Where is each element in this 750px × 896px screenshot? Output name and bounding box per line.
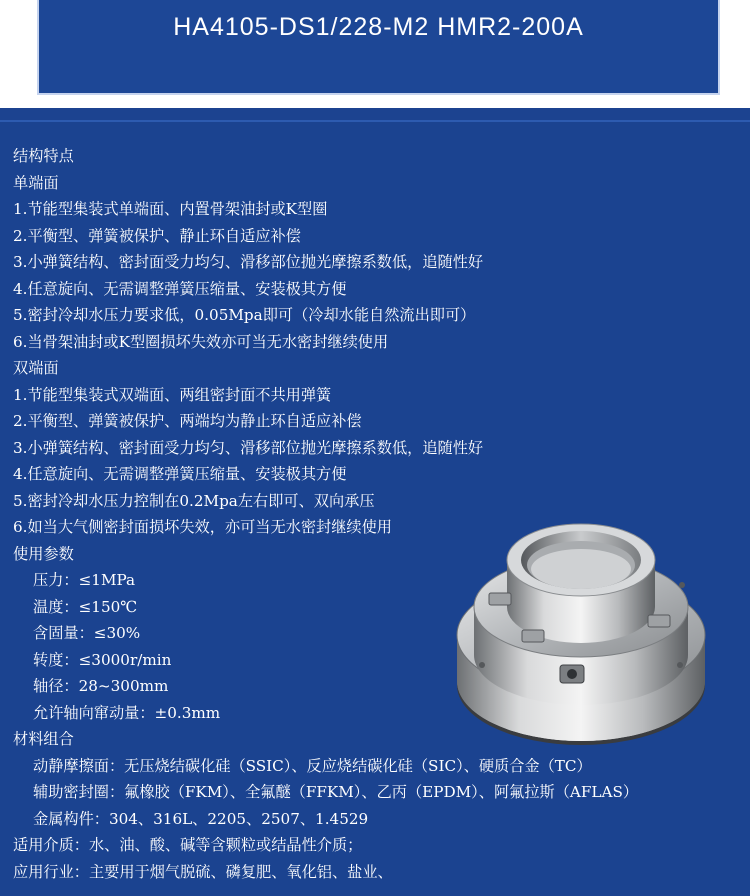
params-item: 允许轴向窜动量：±0.3mm xyxy=(33,703,221,722)
double-face-item: 1.节能型集装式双端面、两组密封面不共用弹簧 xyxy=(13,385,332,404)
materials-heading: 材料组合 xyxy=(13,730,74,748)
media-line: 适用介质：水、油、酸、碱等含颗粒或结晶性介质； xyxy=(13,836,363,854)
double-face-item: 6.如当大气侧密封面损坏失效，亦可当无水密封继续使用 xyxy=(13,518,392,536)
double-face-item: 5.密封冷却水压力控制在0.2Mpa左右即可、双向承压 xyxy=(13,491,375,510)
double-face-item: 3.小弹簧结构、密封面受力均匀、滑移部位抛光摩擦系数低，追随性好 xyxy=(13,438,484,457)
materials-item: 动静摩擦面：无压烧结碳化硅（SSIC）、反应烧结碳化硅（SIC）、硬质合金（TC） xyxy=(33,756,592,775)
single-face-item: 5.密封冷却水压力要求低，0.05Mpa即可（冷却水能自然流出即可） xyxy=(13,306,476,324)
params-item: 温度：≤150℃ xyxy=(33,597,138,616)
params-item: 含固量：≤30% xyxy=(33,624,141,642)
params-item: 转度：≤3000r/min xyxy=(33,650,172,669)
single-face-item: 1.节能型集装式单端面、内置骨架油封或K型圈 xyxy=(13,200,328,218)
single-face-item: 2.平衡型、弹簧被保护、静止环自适应补偿 xyxy=(13,226,301,245)
industry-line: 应用行业：主要用于烟气脱硫、磷复肥、氧化铝、盐业、 xyxy=(13,862,393,881)
single-face-heading: 单端面 xyxy=(13,173,59,192)
params-item: 压力：≤1MPa xyxy=(33,571,136,589)
double-face-heading: 双端面 xyxy=(13,359,59,377)
header xyxy=(0,0,750,108)
double-face-item: 4.任意旋向、无需调整弹簧压缩量、安装极其方便 xyxy=(13,465,347,483)
single-face-item: 6.当骨架油封或K型圈损坏失效亦可当无水密封继续使用 xyxy=(13,332,389,351)
title-band xyxy=(37,0,720,95)
double-face-item: 2.平衡型、弹簧被保护、两端均为静止环自适应补偿 xyxy=(13,412,362,430)
spec-content xyxy=(13,143,748,885)
materials-item: 辅助密封圈：氟橡胶（FKM）、全氟醚（FFKM）、乙丙（EPDM）、阿氟拉斯（AFLAS） xyxy=(33,783,639,801)
params-heading: 使用参数 xyxy=(13,544,74,563)
params-item: 轴径：28~300mm xyxy=(33,677,169,695)
materials-item: 金属构件：304、316L、2205、2507、1.4529 xyxy=(33,809,369,828)
page-title: HA4105-DS1/228-M2 HMR2-200A xyxy=(173,13,584,41)
features-heading: 结构特点 xyxy=(13,147,74,165)
single-face-item: 4.任意旋向、无需调整弹簧压缩量、安装极其方便 xyxy=(13,279,347,298)
single-face-item: 3.小弹簧结构、密封面受力均匀、滑移部位抛光摩擦系数低，追随性好 xyxy=(13,253,484,271)
